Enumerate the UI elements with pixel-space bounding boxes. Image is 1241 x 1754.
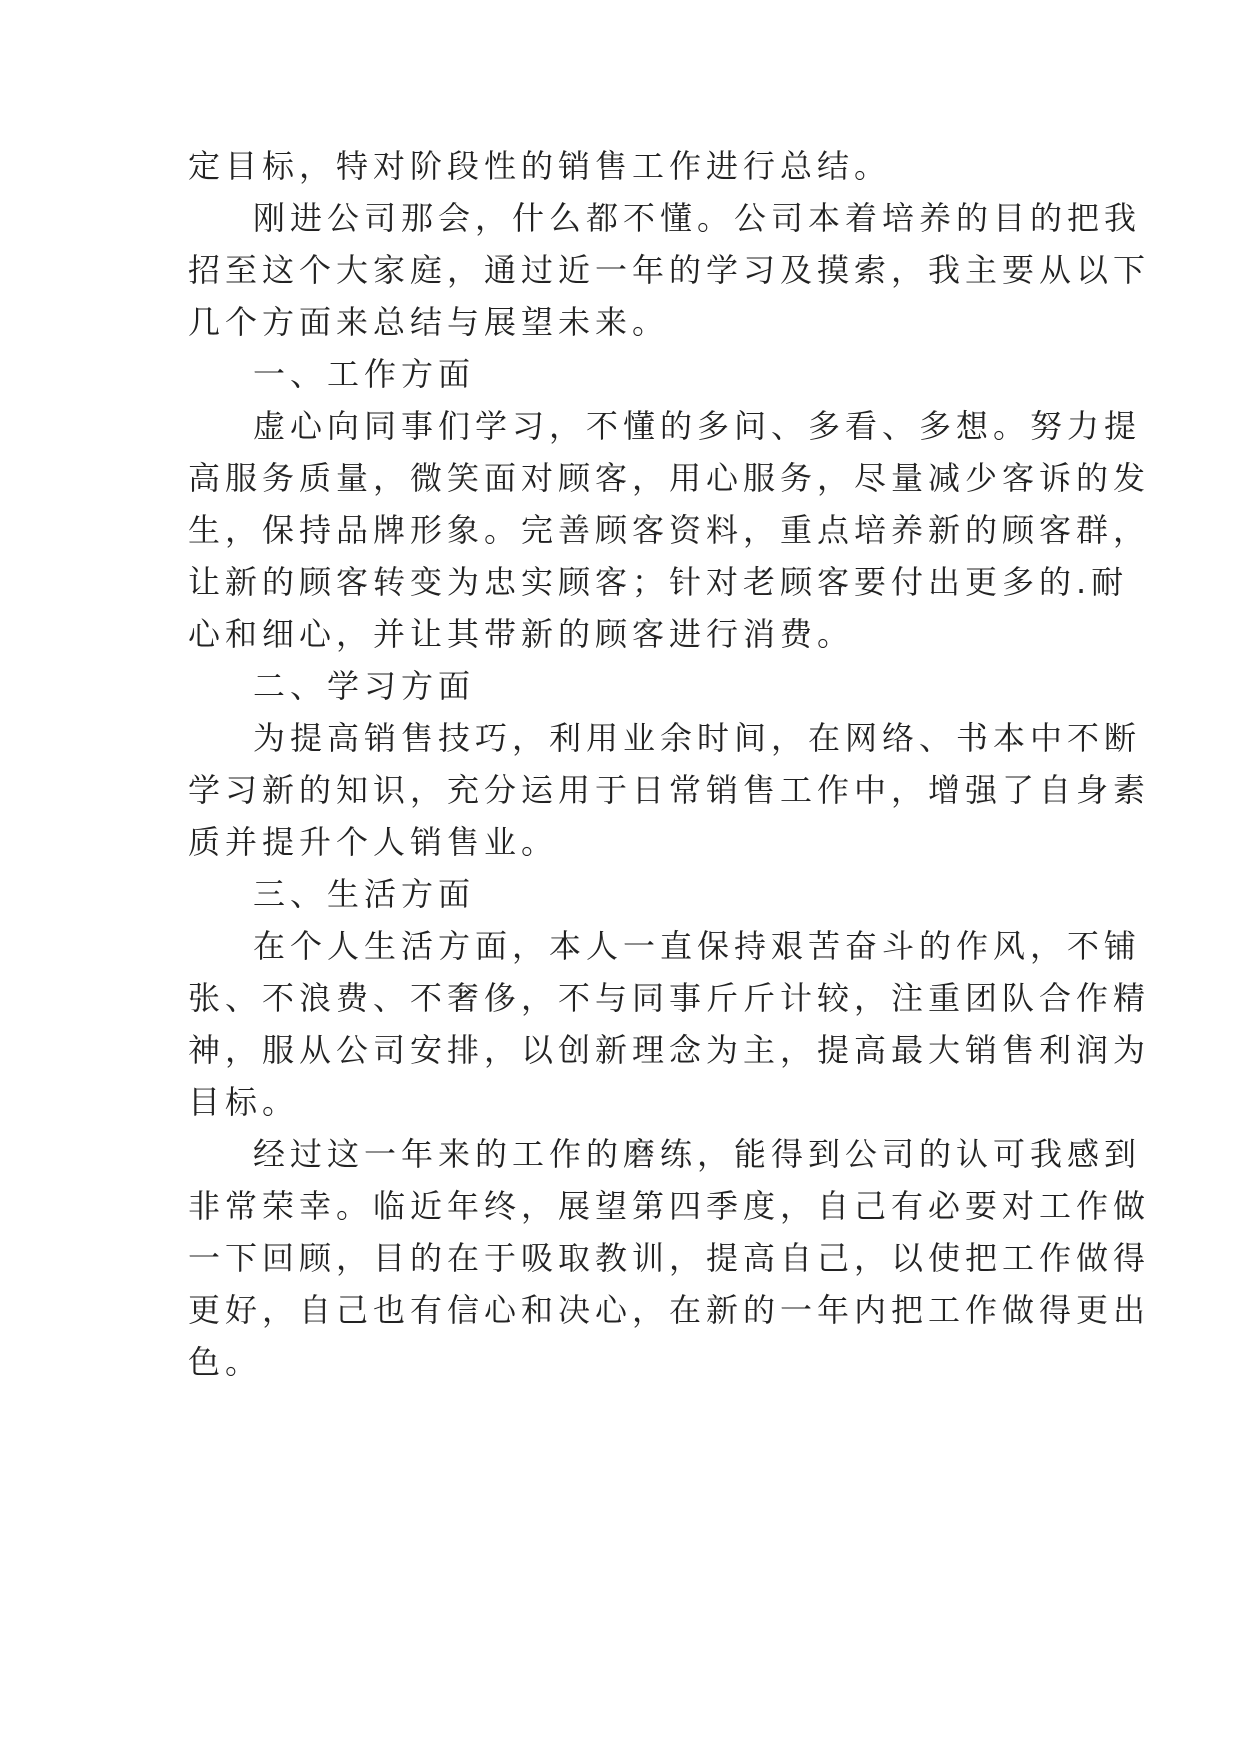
text-line: 定目标，特对阶段性的销售工作进行总结。: [188, 147, 892, 185]
text-line: 神，服从公司安排，以创新理念为主，提高最大销售利润为: [188, 1031, 1151, 1069]
text-line: 一下回顾，目的在于吸取教训，提高自己，以使把工作做得: [188, 1239, 1151, 1277]
text-line: 张、不浪费、不奢侈，不与同事斤斤计较，注重团队合作精: [188, 979, 1151, 1017]
text-line: 更好，自己也有信心和决心，在新的一年内把工作做得更出: [188, 1291, 1151, 1329]
section-heading-study: 二、学习方面: [253, 667, 476, 705]
text-line: 目标。: [188, 1083, 300, 1121]
text-line: 几个方面来总结与展望未来。: [188, 303, 670, 341]
paragraph-first-line: 经过这一年来的工作的磨练，能得到公司的认可我感到: [253, 1135, 1142, 1173]
text-line: 非常荣幸。临近年终，展望第四季度，自己有必要对工作做: [188, 1187, 1151, 1225]
text-line: 学习新的知识，充分运用于日常销售工作中，增强了自身素: [188, 771, 1151, 809]
text-line: 招至这个大家庭，通过近一年的学习及摸索，我主要从以下: [188, 251, 1151, 289]
text-line: 心和细心，并让其带新的顾客进行消费。: [188, 615, 855, 653]
paragraph-first-line: 虚心向同事们学习，不懂的多问、多看、多想。努力提: [253, 407, 1142, 445]
paragraph-first-line: 在个人生活方面，本人一直保持艰苦奋斗的作风，不铺: [253, 927, 1142, 965]
text-line: 色。: [188, 1343, 263, 1381]
paragraph-first-line: 刚进公司那会，什么都不懂。公司本着培养的目的把我: [253, 199, 1142, 237]
section-heading-work: 一、工作方面: [253, 355, 476, 393]
text-line: 高服务质量，微笑面对顾客，用心服务，尽量减少客诉的发: [188, 459, 1151, 497]
section-heading-life: 三、生活方面: [253, 875, 476, 913]
text-line: 让新的顾客转变为忠实顾客；针对老顾客要付出更多的.耐: [188, 563, 1129, 601]
text-line: 生，保持品牌形象。完善顾客资料，重点培养新的顾客群，: [188, 511, 1151, 549]
text-line: 质并提升个人销售业。: [188, 823, 559, 861]
paragraph-first-line: 为提高销售技巧，利用业余时间，在网络、书本中不断: [253, 719, 1142, 757]
